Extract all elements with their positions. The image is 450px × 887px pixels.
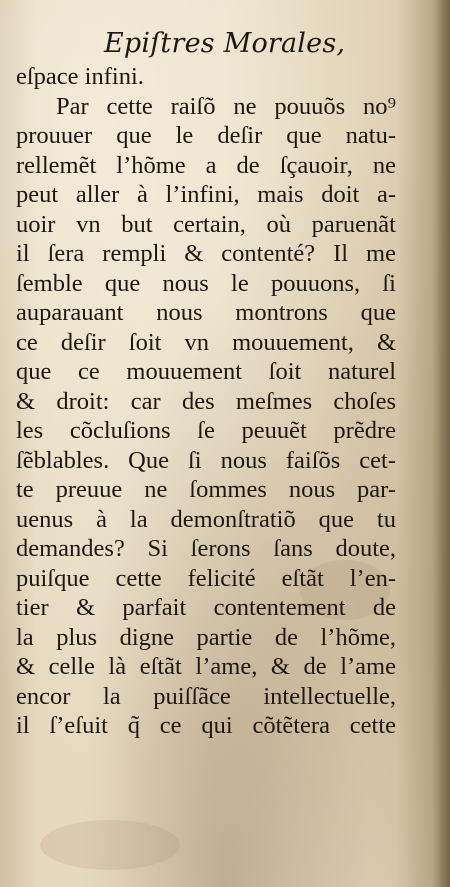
text-line: & celle là eſtãt l’ame, & de l’ame <box>16 653 396 680</box>
text-line: Par cette raiſõ ne pouuõs no⁹ <box>56 92 396 120</box>
text-line: il ſ’eſuit q̃ ce qui cõtẽtera cette <box>16 712 396 739</box>
text-line: puiſque cette felicité eſtãt l’en- <box>16 564 396 592</box>
text-line: rellemẽt l’hõme a de ſçauoir, ne <box>16 151 396 179</box>
text-line: ſemble que nous le pouuons, ſi <box>16 269 396 297</box>
text-line: demandes? Si ſerons ſans doute, <box>16 535 396 562</box>
body-text <box>16 62 396 741</box>
text-line: te preuue ne ſommes nous par- <box>16 476 396 503</box>
text-line: encor la puiſſãce intellectuelle, <box>16 682 396 710</box>
text-line: prouuer que le deſir que natu- <box>16 122 396 149</box>
text-line: ſẽblables. Que ſi nous faiſõs cet- <box>16 446 396 474</box>
text-line: peut aller à l’infini, mais doit a- <box>16 181 396 208</box>
text-line: il ſera rempli & contenté? Il me <box>16 240 396 267</box>
text-line: & droit: car des meſmes choſes <box>16 387 396 415</box>
page-gutter-shadow <box>432 0 450 887</box>
text-line: eſpace infini. <box>16 63 144 90</box>
text-line: uoir vn but certain, où paruenãt <box>16 210 396 238</box>
text-line: la plus digne partie de l’hõme, <box>16 623 396 651</box>
text-line: que ce mouuement ſoit naturel <box>16 358 396 385</box>
text-line: les cõcluſions ſe peuuẽt prẽdre <box>16 417 396 444</box>
text-line: tier & parfait contentement de <box>16 594 396 621</box>
running-header: Epiſtres Morales, <box>104 28 346 59</box>
text-line: ce deſir ſoit vn mouuement, & <box>16 328 396 356</box>
text-line: uenus à la demonſtratiõ que tu <box>16 505 396 533</box>
paper-stain <box>40 820 180 870</box>
text-line: auparauant nous montrons que <box>16 299 396 326</box>
